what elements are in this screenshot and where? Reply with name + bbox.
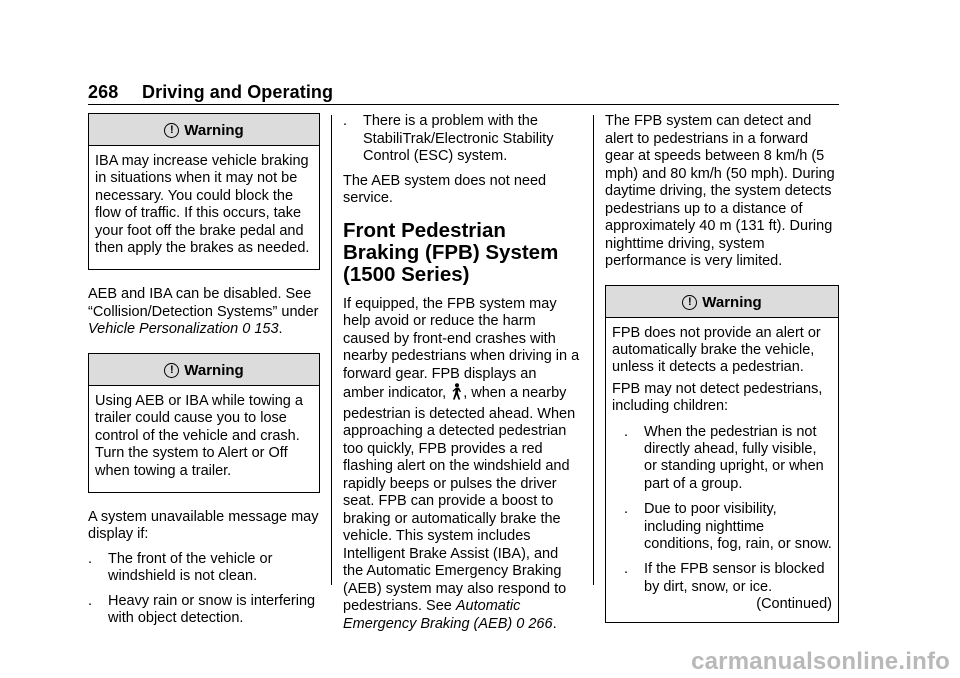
paragraph-end: . [278, 321, 283, 338]
bullet-icon: . [88, 550, 93, 567]
bullet-icon: . [624, 561, 629, 578]
paragraph-fpb [343, 296, 580, 634]
list-item-text: Due to poor visibility, including nighttime conditions, fog, rain, or snow. [644, 501, 832, 552]
bullet-list [88, 551, 320, 628]
list-item [612, 501, 832, 553]
paragraph-text: , when a nearby pedestrian is detected ahead. When approaching a detected pedestrian too quickly, FPB provides a red flashing alert on the windshield and rapidly beeps or pulses the driver seat. FPB can provide a boost to braking or automatically brake the vehicle. This system includes Intelligent Brake Assist (IBA), and the Automatic Emergency Braking (AEB) system may also respond to pedestrians. See [343, 385, 576, 614]
column-divider-1 [331, 115, 332, 585]
list-item-text: When the pedestrian is not directly ahead, fully visible, or standing upright, or when part of a group. [644, 423, 824, 492]
warning-title: Warning [702, 293, 762, 311]
paragraph-unavailable: A system unavailable message may display if: [88, 508, 319, 543]
list-item-text: There is a problem with the StabiliTrak/Electronic Stability Control (ESC) system. [363, 113, 554, 164]
continued-label: (Continued) [756, 596, 832, 613]
list-item [343, 113, 580, 166]
bullet-icon: . [343, 113, 348, 129]
list-item-text: If the FPB sensor is blocked by dirt, snow, or ice. [644, 561, 825, 595]
warning-icon: ! [682, 295, 697, 310]
warning-body [606, 318, 838, 622]
watermark: carmanualsonline.info [691, 648, 950, 675]
section-heading: Front Pedestrian Braking (FPB) System (1500 Series) [343, 218, 559, 286]
warning-header [606, 286, 838, 318]
list-item [88, 593, 320, 628]
bullet-icon: . [624, 501, 629, 518]
pedestrian-icon [451, 383, 462, 406]
warning-header [89, 114, 319, 146]
warning-icon: ! [164, 123, 179, 138]
header-divider [88, 104, 839, 105]
paragraph-end: . [552, 615, 557, 632]
page-reference[interactable]: 0 153 [242, 321, 279, 338]
list-item-text: The front of the vehicle or windshield is not clean. [108, 550, 273, 585]
cross-reference-link[interactable]: Vehicle Personalization [88, 321, 239, 338]
warning-box-iba [88, 113, 320, 270]
paragraph-text: If equipped, the FPB system may help avoid or reduce the harm caused by front-end crashes with nearby pedestrians when driving in a forward gear. FPB displays an amber indicator, [343, 295, 580, 401]
bullet-icon: . [624, 423, 629, 440]
cross-reference-link[interactable]: Automatic Emergency Braking (AEB) [343, 598, 521, 632]
column-divider-2 [593, 115, 594, 585]
paragraph-text: AEB and IBA can be disabled. See “Collision/Detection Systems” under [88, 286, 319, 320]
warning-title: Warning [184, 122, 244, 139]
warning-box-pedestrian [605, 285, 839, 623]
paragraph-aeb: The AEB system does not need service. [343, 172, 547, 206]
list-item [88, 551, 320, 586]
warning-body [89, 386, 319, 492]
warning-text: Using AEB or IBA while towing a trailer could cause you to lose control of the vehicle and crash. Turn the system to Alert or Off when towing a trailer. [95, 392, 303, 479]
warning-header [89, 354, 319, 386]
section-title: Driving and Operating [142, 82, 334, 102]
column-2 [343, 113, 580, 640]
warning-body [89, 146, 319, 269]
warning-text: IBA may increase vehicle braking in situations when it may not be necessary. You could block the flow of traffic. If this occurs, take your foot off the brake pedal and then apply the brakes as needed. [95, 153, 310, 257]
warning-text: FPB may not detect pedestrians, including children: [612, 380, 823, 415]
page-header [88, 82, 333, 103]
page-number: 268 [88, 82, 119, 102]
list-item-text: Heavy rain or snow is interfering with object detection. [108, 592, 316, 627]
paragraph-detect: The FPB system can detect and alert to pedestrians in a forward gear at speeds between 8 km/h (5 mph) and 80 km/h (50 mph). During daytime driving, the system detects pedestrians up to a distance of approximately 40 m (131 ft). During nighttime driving, system performance is very limited. [605, 113, 835, 269]
warning-text: FPB does not provide an alert or automatically brake the vehicle, unless it detects a pedestrian. [612, 324, 821, 376]
page-reference[interactable]: 0 266 [516, 615, 553, 632]
warning-icon: ! [164, 363, 179, 378]
column-3 [605, 113, 839, 623]
warning-box-towing [88, 353, 320, 493]
paragraph-disable [88, 286, 320, 339]
list-item [612, 424, 832, 494]
warning-title: Warning [184, 361, 244, 379]
list-item [612, 561, 832, 596]
bullet-icon: . [88, 592, 93, 609]
column-1 [88, 113, 320, 635]
